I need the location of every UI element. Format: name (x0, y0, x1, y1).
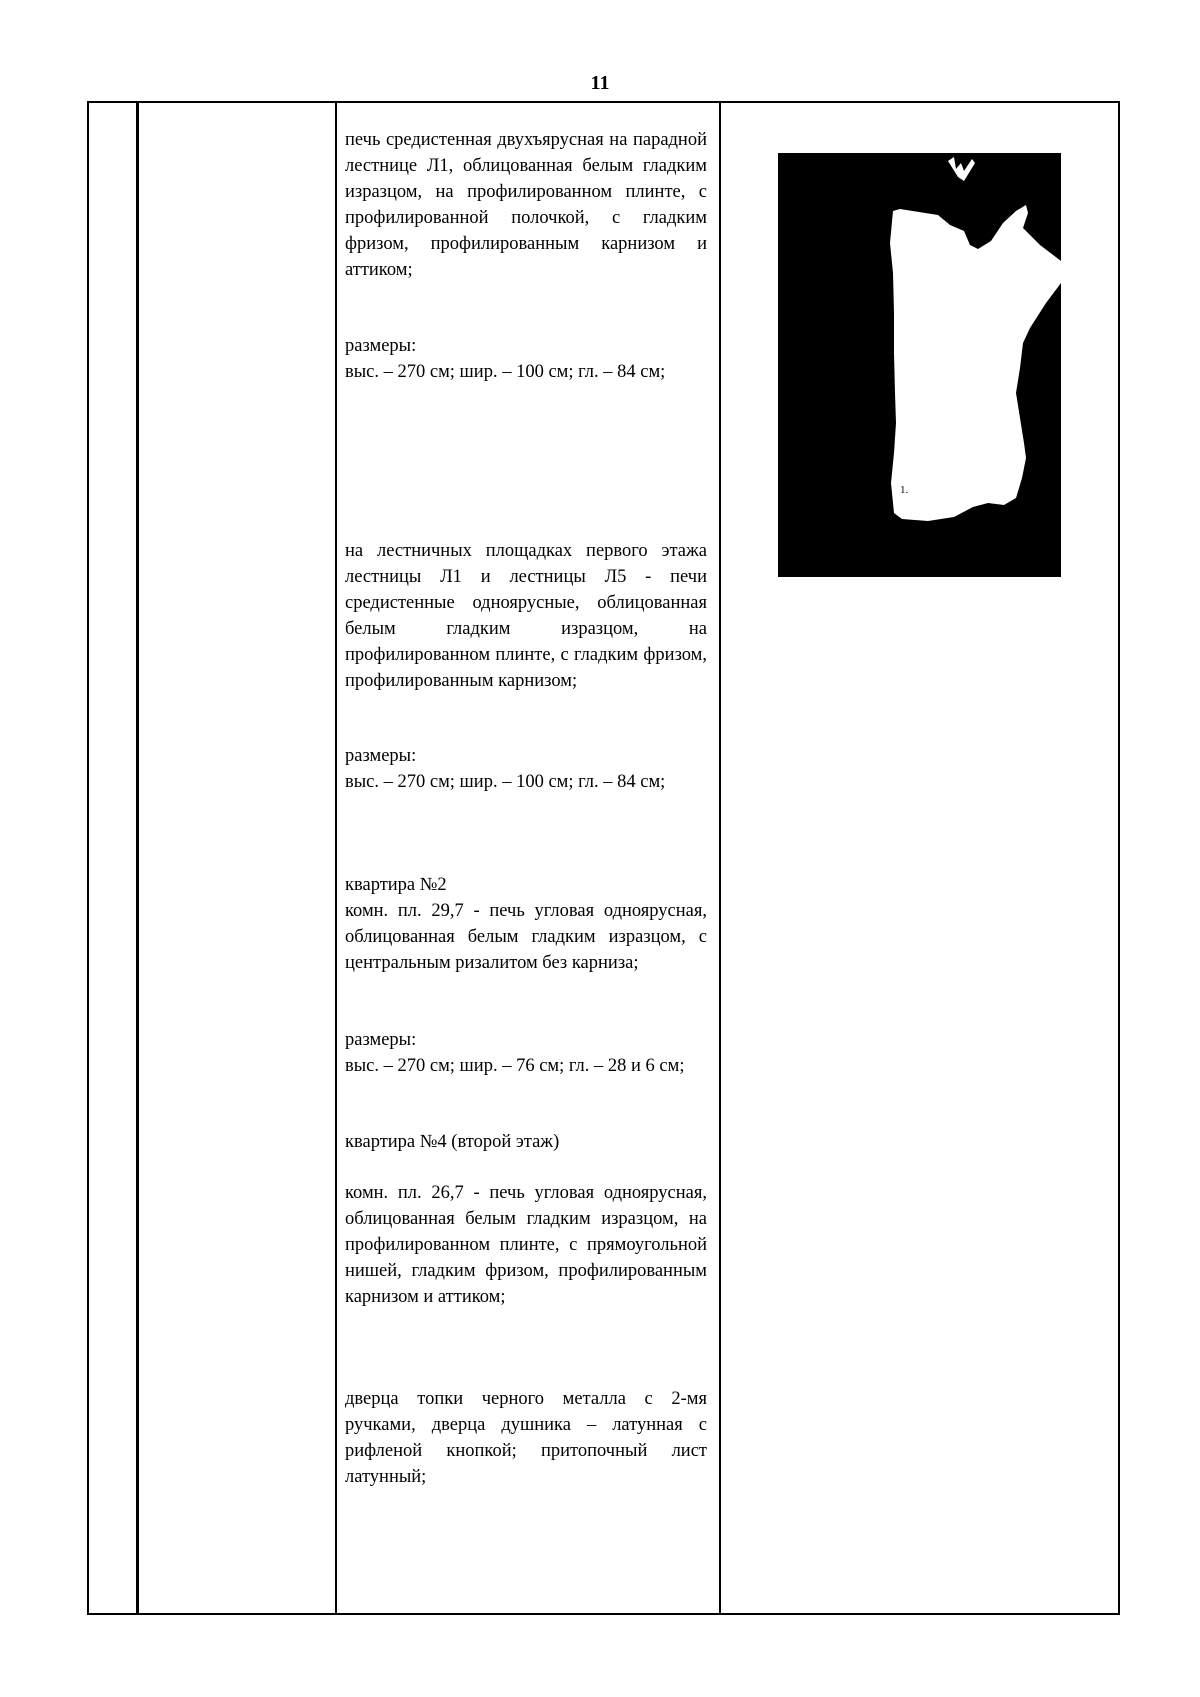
page-number: 11 (590, 72, 610, 94)
stove-landings-description: на лестничных площадках первого этажа лестницы Л1 и лестницы Л5 - печи средистенные одноярусные, облицованная белым гладким изразцом, на профилированном плинте, с гладким фризом, профилированным карнизом; (345, 541, 707, 691)
dimensions-value: выс. – 270 см; шир. – 76 см; гл. – 28 и 6 см; (345, 1056, 685, 1076)
column-divider-1 (136, 103, 139, 1613)
apartment-2-stove-description: комн. пл. 29,7 - печь угловая одноярусная, облицованная белым гладким изразцом, с центральным ризалитом без карниза; (345, 901, 707, 973)
stove-photo (778, 153, 1061, 577)
column-divider-2 (335, 103, 337, 1613)
apartment-4-heading: квартира №4 (второй этаж) (345, 1132, 560, 1152)
dimensions-value: выс. – 270 см; шир. – 100 см; гл. – 84 см; (345, 362, 666, 382)
column-divider-3 (719, 103, 721, 1613)
apartment-2-heading: квартира №2 (345, 875, 447, 895)
dimensions-label: размеры: (345, 336, 417, 356)
dimensions-label: размеры: (345, 1030, 417, 1050)
stove-hardware-description: дверца топки черного металла с 2-мя ручками, дверца душника – латунная с рифленой кнопкой; притопочный лист латунный; (345, 1389, 707, 1487)
dimensions-label: размеры: (345, 746, 417, 766)
stove-parade-staircase-description: печь средистенная двухъярусная на парадной лестнице Л1, облицованная белым гладким изразцом, на профилированном плинте, с профилированной полочкой, с гладким фризом, профилированным карнизом и аттиком; (345, 130, 707, 280)
apartment-4-stove-description: комн. пл. 26,7 - печь угловая одноярусная, облицованная белым гладким изразцом, на профилированном плинте, с прямоугольной нишей, гладким фризом, профилированным карнизом и аттиком; (345, 1183, 707, 1307)
dimensions-value: выс. – 270 см; шир. – 100 см; гл. – 84 см; (345, 772, 666, 792)
photo-label: 1. (900, 484, 909, 496)
